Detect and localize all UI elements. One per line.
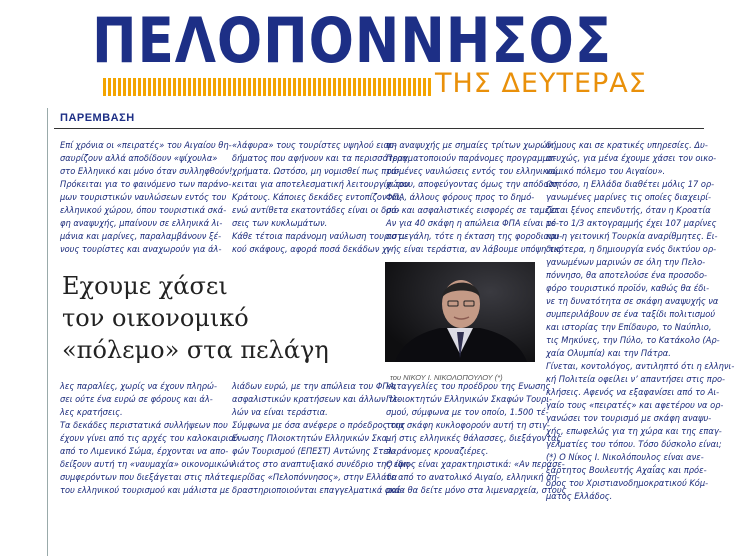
article-line: φη αναψυχής, μπαίνουν σε ελληνικά λι- [60,218,223,229]
column-3-top [386,139,563,256]
article-line: γανώσει τον τουρισμό με σκάφη αναψυ- [546,413,712,424]
article-line: με το 1/3 ακτογραμμής έχει 107 μαρίνες [546,218,717,229]
headline-line-1: Εχουμε χάσει [62,272,228,300]
masthead [0,0,750,106]
article-line: γής είναι τεράστια, αν λάβουμε υπόψη τις [386,244,562,255]
article-line: λιάτος στο αναπτυξιακό συνέδριο της εφη- [232,459,412,470]
article-line: Πραγματοποιούν παράνομες προγραμμα- [386,153,557,164]
article-line: κή Πολιτεία οφείλει ν’ απαντήσει στις προ- [546,374,725,385]
article-line: τοια σκάφη κυκλοφορούν αυτή τη στιγ- [386,420,550,431]
column-1-bottom [60,380,239,497]
article-line: νομικό πόλεμο του Αιγαίου». [546,166,666,177]
article-line: παράνομες κρουαζιέρες. [386,446,489,457]
article-line: από το Λιμενικό Σώμα, έρχονται να απο- [60,446,229,457]
article-line: σο μεγάλη, τότε η έκταση της φοροδιαφυ- [386,231,563,242]
newspaper-subtitle: ΤΗΣ ΔΕΥΤΕΡΑΣ [435,68,647,99]
article-line: δείξουν αυτή τη «ναυμαχία» οικονομικών [60,459,234,470]
article-line: μάνια και μαρίνες, παραλαμβάνουν ξέ- [60,231,222,242]
article-line: ΦΠΑ, άλλους φόρους προς το δημό- [386,192,535,203]
article-line: (*) Ο Νίκος Ι. Νικολόπουλος είναι ανε- [546,452,704,463]
article-line: στυχώς, για μένα έχουμε χάσει τον οικο- [546,153,717,164]
article-line: Κάθε τέτοια παράνομη ναύλωση τουριστι- [232,231,408,242]
article-line: φη αναψυχής με σημαίες τρίτων χωρών. [386,140,555,151]
headline [62,270,392,366]
masthead-stripes [103,78,433,96]
article-line: Πρόκειται για το φαινόμενο των παράνο- [60,179,232,190]
column-2-bottom [232,380,412,497]
article-line: μερίδας «Πελοπόννησος», στην Ελλάδα [232,472,398,483]
article-line: σεις των κυκλωμάτων. [232,218,328,229]
article-line: ματος Ελλάδος. [546,491,613,502]
article-line: δήμους και σε κρατικές υπηρεσίες. Δυ- [546,140,708,151]
section-rubric: ΠΑΡΕΜΒΑΣΗ [60,112,135,124]
article-line: μή στις ελληνικές θάλασσες, διεξάγοντας [386,433,562,444]
article-line: τισμένες ναυλώσεις εντός του ελληνικού [386,166,558,177]
author-photo [385,262,535,362]
article-line: χής, επωφελώς για τη χώρα και της επαγ- [546,426,722,437]
article-line: Γίνεται, κοντολόγος, αντιληπτό ότι η ελληνι- [546,361,735,372]
article-line: πόννησο, θα αποτελούσε ένα προσοδο- [546,270,707,281]
article-line: ελληνικού χώρου, όπου τουριστικά σκά- [60,205,227,216]
article-line: και ιστορίας την Επίδαυρο, το Ναύπλιο, [546,322,712,333]
article-line: γανωμένων μαρινών σε όλη την Πελο- [546,257,706,268]
article-line: γελματίες του τόπου. Τόσο δύσκολο είναι; [546,439,722,450]
article-line: Τα δεκάδες περιστατικά συλλήψεων που [60,420,228,431]
article-line: ασφαλιστικών κρατήσεων και άλλων τε- [232,394,401,405]
article-line: δήματος που αφήνουν και τα περισσότερα [232,153,408,164]
article-line: χώρου, αποφεύγοντας όμως την απόδοση [386,179,560,190]
article-line: χαία Ολυμπία) και την Πάτρα. [546,348,671,359]
column-3-bottom [386,380,567,497]
article-line: Πλοιοκτητών Ελληνικών Σκαφών Τουρι- [386,394,552,405]
article-line: του ελληνικού τουρισμού και μάλιστα με [60,485,230,496]
article-line: φόρο τουριστικό προϊόν, καθώς θα έδι- [546,283,710,294]
article-line: τις Μηκύνες, την Πύλο, το Κατάκολο (Αρ- [546,335,720,346]
article-line: μων τουριστικών ναυλώσεων εντός του [60,192,227,203]
article-line: Κράτους. Κάποιες δεκάδες εντοπίζονται, [232,192,403,203]
article-line: συμφερόντων που διεξάγεται στις πλάτες [60,472,235,483]
section-rule [54,128,704,129]
author-byline: του ΝΙΚΟΥ Ι. ΝΙΚΟΛΟΠΟΥΛΟΥ (*) [390,373,503,382]
article-line: ξάρτητος Βουλευτής Αχαΐας και πρόε- [546,465,707,476]
headline-line-3: «πόλεμο» στα πελάγη [62,336,329,364]
article-line: συμπεριλάβουν σε ένα ταξίδι πολιτισμού [546,309,716,320]
article-line: σει ούτε ένα ευρώ σε φόρους και άλ- [60,394,213,405]
article-line: σιο και ασφαλιστικές εισφορές σε ταμεία. [386,205,561,216]
article-line: καταγγελίες του προέδρου της Ενωσης [386,381,551,392]
article-line: κειται για αποτελεσματική λειτουργία του [232,179,410,190]
article-line: δρος του Χριστιανοδημοκρατικού Κόμ- [546,478,709,489]
article-line: «λάφυρα» τους τουρίστες υψηλού εισο- [232,140,397,151]
column-1-top [60,139,233,256]
article-line: γανωμένες μαρίνες τις οποίες διαχειρί- [546,192,712,203]
article-line: κλήσεις. Αφενός να εξαφανίσει από το Αι- [546,387,720,398]
author-portrait-icon [385,262,535,362]
article-line: γαίο τους «πειρατές» και αφετέρου να ορ- [546,400,724,411]
article-line: σμού, σύμφωνα με τον οποίο, 1.500 τέ- [386,407,549,418]
article-line: Ενωσης Πλοιοκτητών Ελληνικών Σκα- [232,433,391,444]
article-line: ζεται ξένος επενδυτής, όταν η Κροατία [546,205,711,216]
article-line: κού σκάφους, αφορά ποσά δεκάδων χι- [232,244,393,255]
article-line: ενώ αντίθετα εκατοντάδες είναι οι δρό- [232,205,400,216]
column-2-top [232,139,410,256]
article-line: δικότερα, η δημιουργία ενός δικτύου ορ- [546,244,717,255]
column-4 [546,139,735,503]
article-line: μαία θα δείτε μόνο στα λιμεναρχεία, στους [386,485,567,496]
article-line: χρήματα. Ωστόσο, μη νομισθεί πως πρό- [232,166,400,177]
article-line: Επί χρόνια οι «πειρατές» του Αιγαίου θη- [60,140,232,151]
article-line: στο Ελληνικό και μόνο όταν συλληφθούν! [60,166,233,177]
article-line: Ωστόσο, η Ελλάδα διαθέτει μόλις 17 ορ- [546,179,715,190]
article-line: νε τη δυνατότητα σε σκάφη αναψυχής να [546,296,719,307]
article-line: νους τουρίστες και αναχωρούν για άλ- [60,244,222,255]
article-line: δραστηριοποιούνται επαγγελματικά σκά- [232,485,404,496]
article-line: έχουν γίνει από τις αρχές του καλοκαιριού [60,433,239,444]
article-line: λών να είναι τεράστια. [232,407,328,418]
article-line: λες παραλίες, χωρίς να έχουν πληρώ- [60,381,217,392]
article-line: Ο ίδιος είναι χαρακτηριστικά: «Αν περάσε- [386,459,565,470]
article-line: Σύμφωνα με όσα ανέφερε ο πρόεδρος της [232,420,406,431]
newspaper-title: ΠΕΛΟΠΟΝΝΗΣΟΣ [92,4,612,77]
article-line: τε από το ανατολικό Αιγαίο, ελληνική ση- [386,472,560,483]
article-line: και η γειτονική Τουρκία αναρίθμητες. Ει- [546,231,718,242]
headline-line-2: τον οικονομικό [62,304,249,332]
article-line: λιάδων ευρώ, με την απώλεια του ΦΠΑ, [232,381,397,392]
article-line: λες κρατήσεις. [60,407,123,418]
article-line: σαυρίζουν αλλά αποδίδουν «ψίχουλα» [60,153,218,164]
article-line: φών Τουρισμού (ΕΠΕΣΤ) Αντώνης Στελ- [232,446,396,457]
article-line: Αν για 40 σκάφη η απώλεια ΦΠΑ είναι τό- [386,218,559,229]
